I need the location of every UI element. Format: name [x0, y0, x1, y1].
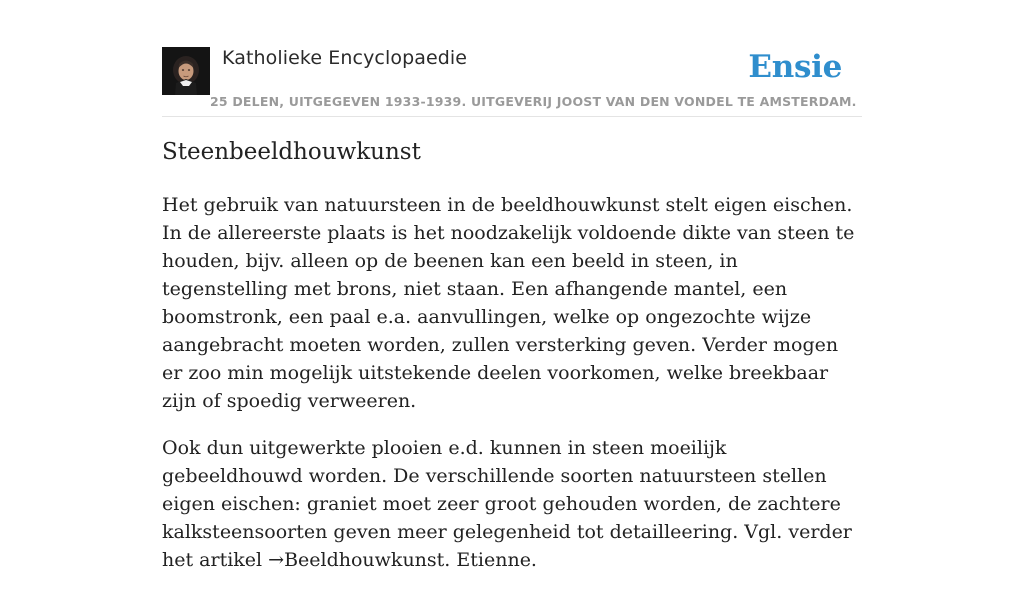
- source-meta: 25 DELEN, UITGEGEVEN 1933-1939. UITGEVERIJ JOOST VAN DEN VONDEL TE AMSTERDAM.: [210, 94, 857, 109]
- ensie-logo[interactable]: Ensie: [748, 49, 842, 85]
- article-paragraph: Het gebruik van natuursteen in de beeldhouwkunst stelt eigen eischen. In de allereerste plaats is het noodzakelijk voldoende dikte van steen te houden, bijv. alleen op de beenen kan een beeld in steen, in tegenstelling met brons, niet staan. Een afhangende mantel, een boomstronk, een paal e.a. aanvullingen, welke op ongezochte wijze aangebracht moeten worden, zullen versterking geven. Verder mogen er zoo min mogelijk uitstekende deelen voorkomen, welke breekbaar zijn of spoedig verweeren.: [162, 194, 855, 412]
- article-paragraph: Ook dun uitgewerkte plooien e.d. kunnen in steen moeilijk gebeeldhouwd worden. De verschillende soorten natuursteen stellen eigen eischen: graniet moet zeer groot gehouden worden, de zachtere kalksteensoorten geven meer gelegenheid tot detailleering. Vgl. verder het artikel →Beeldhouwkunst. Etienne.: [162, 437, 852, 571]
- article-body: [162, 191, 862, 593]
- article-title: Steenbeeldhouwkunst: [162, 139, 421, 165]
- portrait-avatar-icon[interactable]: [162, 47, 210, 95]
- source-title[interactable]: Katholieke Encyclopaedie: [222, 47, 468, 69]
- site-header: [162, 44, 862, 117]
